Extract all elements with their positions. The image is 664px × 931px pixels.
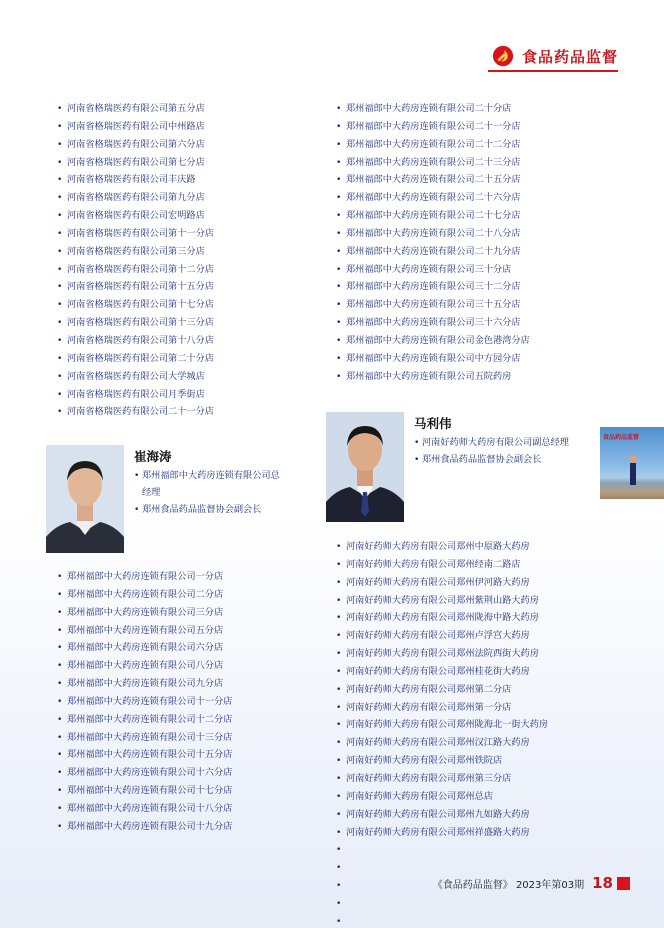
store-list-item: • 河南好药师大药房有限公司郑州汉江路大药房 bbox=[336, 734, 548, 752]
store-list-item: • 河南好药师大药房有限公司郑州陇海中路大药房 bbox=[336, 609, 548, 627]
store-list-item: • 河南好药师大药房有限公司郑州陇海北一街大药房 bbox=[336, 716, 548, 734]
store-list-item: • 河南省格瑞医药有限公司第七分店 bbox=[57, 154, 214, 172]
store-list-item: • 郑州福郎中大药房连锁有限公司十二分店 bbox=[57, 711, 232, 729]
store-list-item: • 郑州福郎中大药房连锁有限公司二分店 bbox=[57, 586, 232, 604]
store-list-fulang-lower bbox=[57, 568, 232, 836]
store-list-item: • 河南好药师大药房有限公司郑州第二分店 bbox=[336, 681, 548, 699]
store-list-haoyaoshi bbox=[336, 538, 548, 931]
store-list-item: • 河南省格瑞医药有限公司大学城店 bbox=[57, 368, 214, 386]
store-list-item: • 河南省格瑞医药有限公司第十一分店 bbox=[57, 225, 214, 243]
store-list-item: • 河南好药师大药房有限公司郑州九如路大药房 bbox=[336, 806, 548, 824]
store-list-item bbox=[336, 841, 548, 859]
profile-title: • 河南好药师大药房有限公司副总经理 bbox=[414, 434, 594, 451]
store-list-item: • 郑州福郎中大药房连锁有限公司六分店 bbox=[57, 639, 232, 657]
store-list-item: • 郑州福郎中大药房连锁有限公司金色港湾分店 bbox=[336, 332, 530, 350]
store-list-item: • 河南省格瑞医药有限公司宏明路店 bbox=[57, 207, 214, 225]
store-list-item: • 郑州福郎中大药房连锁有限公司十九分店 bbox=[57, 818, 232, 836]
profile-name-ma: 马利伟 bbox=[414, 416, 452, 431]
store-list-item: • 郑州福郎中大药房连锁有限公司二十六分店 bbox=[336, 189, 530, 207]
profile-title: • 郑州福郎中大药房连锁有限公司总经理 bbox=[134, 467, 284, 501]
store-list-item: • 河南省格瑞医药有限公司丰庆路 bbox=[57, 171, 214, 189]
store-list-fulang-upper bbox=[336, 100, 530, 386]
store-list-item: • 河南好药师大药房有限公司郑州中原路大药房 bbox=[336, 538, 548, 556]
store-list-item: • 河南好药师大药房有限公司郑州第一分店 bbox=[336, 699, 548, 717]
store-list-item: • 郑州福郎中大药房连锁有限公司二十三分店 bbox=[336, 154, 530, 172]
store-list-item: • 河南省格瑞医药有限公司月季街店 bbox=[57, 386, 214, 404]
store-list-item: • 郑州福郎中大药房连锁有限公司二十五分店 bbox=[336, 171, 530, 189]
store-list-item: • 河南省格瑞医药有限公司二十一分店 bbox=[57, 403, 214, 421]
store-list-item: • 郑州福郎中大药房连锁有限公司十七分店 bbox=[57, 782, 232, 800]
store-list-item: • 郑州福郎中大药房连锁有限公司二十七分店 bbox=[336, 207, 530, 225]
store-list-item: • 河南省格瑞医药有限公司第十三分店 bbox=[57, 314, 214, 332]
store-list-item: • 河南省格瑞医药有限公司第六分店 bbox=[57, 136, 214, 154]
store-list-item: • 河南省格瑞医药有限公司第十五分店 bbox=[57, 278, 214, 296]
page-footer bbox=[433, 874, 630, 892]
store-list-item: • 河南好药师大药房有限公司郑州总店 bbox=[336, 788, 548, 806]
page-number: 18 bbox=[592, 874, 613, 892]
store-list-item: • 郑州福郎中大药房连锁有限公司五分店 bbox=[57, 622, 232, 640]
store-list-item: • 郑州福郎中大药房连锁有限公司二十二分店 bbox=[336, 136, 530, 154]
store-list-item: • 郑州福郎中大药房连锁有限公司五院药房 bbox=[336, 368, 530, 386]
store-list-item: • 河南好药师大药房有限公司郑州经南二路店 bbox=[336, 556, 548, 574]
store-list-item bbox=[336, 895, 548, 913]
portrait-photo-ma bbox=[326, 412, 404, 522]
store-list-item: • 河南好药师大药房有限公司郑州桂花街大药房 bbox=[336, 663, 548, 681]
store-list-item: • 河南省格瑞医药有限公司第九分店 bbox=[57, 189, 214, 207]
store-list-item: • 郑州福郎中大药房连锁有限公司十六分店 bbox=[57, 764, 232, 782]
store-list-item: • 郑州福郎中大药房连锁有限公司二十九分店 bbox=[336, 243, 530, 261]
store-list-item: • 郑州福郎中大药房连锁有限公司十三分店 bbox=[57, 729, 232, 747]
footer-issue: 《食品药品监督》 2023年第03期 bbox=[432, 879, 585, 891]
profile-titles-cui bbox=[134, 467, 284, 518]
masthead-rule bbox=[488, 70, 618, 72]
store-list-item: • 河南省格瑞医药有限公司第二十分店 bbox=[57, 350, 214, 368]
store-list-item: • 河南好药师大药房有限公司郑州第三分店 bbox=[336, 770, 548, 788]
store-list-item: • 河南省格瑞医药有限公司第十二分店 bbox=[57, 261, 214, 279]
store-list-item: • 郑州福郎中大药房连锁有限公司十八分店 bbox=[57, 800, 232, 818]
thumbnail-label: 食品药品监督 bbox=[603, 434, 640, 441]
store-list-item: • 郑州福郎中大药房连锁有限公司二十八分店 bbox=[336, 225, 530, 243]
store-list-item: • 郑州福郎中大药房连锁有限公司十一分店 bbox=[57, 693, 232, 711]
store-list-item: • 郑州福郎中大药房连锁有限公司三分店 bbox=[57, 604, 232, 622]
portrait-photo-cui bbox=[46, 445, 124, 553]
store-list-item: • 河南好药师大药房有限公司郑州伊河路大药房 bbox=[336, 574, 548, 592]
store-list-item: • 郑州福郎中大药房连锁有限公司九分店 bbox=[57, 675, 232, 693]
store-list-gerui bbox=[57, 100, 214, 421]
store-list-item: • 郑州福郎中大药房连锁有限公司二十分店 bbox=[336, 100, 530, 118]
store-list-item: • 河南省格瑞医药有限公司第十七分店 bbox=[57, 296, 214, 314]
magazine-cover-thumbnail bbox=[600, 427, 664, 499]
party-emblem-icon bbox=[492, 45, 514, 67]
store-list-item: • 河南好药师大药房有限公司郑州法院西街大药房 bbox=[336, 645, 548, 663]
store-list-item: • 郑州福郎中大药房连锁有限公司一分店 bbox=[57, 568, 232, 586]
store-list-item: • 郑州福郎中大药房连锁有限公司三十六分店 bbox=[336, 314, 530, 332]
profile-title: • 郑州食品药品监督协会副会长 bbox=[134, 501, 284, 518]
page-marker-square bbox=[617, 877, 630, 890]
store-list-item: • 郑州福郎中大药房连锁有限公司三十五分店 bbox=[336, 296, 530, 314]
store-list-item: • 郑州福郎中大药房连锁有限公司中方园分店 bbox=[336, 350, 530, 368]
masthead bbox=[492, 45, 618, 67]
store-list-item: • 郑州福郎中大药房连锁有限公司二十一分店 bbox=[336, 118, 530, 136]
store-list-item: • 河南省格瑞医药有限公司第五分店 bbox=[57, 100, 214, 118]
store-list-item: • 郑州福郎中大药房连锁有限公司三十二分店 bbox=[336, 278, 530, 296]
store-list-item: • 郑州福郎中大药房连锁有限公司三十分店 bbox=[336, 261, 530, 279]
store-list-item: • 河南好药师大药房有限公司郑州铁院店 bbox=[336, 752, 548, 770]
store-list-item: • 河南省格瑞医药有限公司中州路店 bbox=[57, 118, 214, 136]
store-list-item: • 河南省格瑞医药有限公司第十八分店 bbox=[57, 332, 214, 350]
profile-titles-ma bbox=[414, 434, 594, 468]
profile-title: • 郑州食品药品监督协会副会长 bbox=[414, 451, 594, 468]
store-list-item: • 郑州福郎中大药房连锁有限公司十五分店 bbox=[57, 746, 232, 764]
store-list-item: • 河南好药师大药房有限公司郑州祥盛路大药房 bbox=[336, 824, 548, 842]
store-list-item: • 河南好药师大药房有限公司郑州紫荆山路大药房 bbox=[336, 592, 548, 610]
store-list-item: • 河南好药师大药房有限公司郑州卢浮宫大药房 bbox=[336, 627, 548, 645]
store-list-item: • 郑州福郎中大药房连锁有限公司八分店 bbox=[57, 657, 232, 675]
profile-name-cui: 崔海涛 bbox=[134, 449, 172, 464]
store-list-item: • 河南省格瑞医药有限公司第三分店 bbox=[57, 243, 214, 261]
masthead-title: 食品药品监督 bbox=[521, 47, 618, 66]
